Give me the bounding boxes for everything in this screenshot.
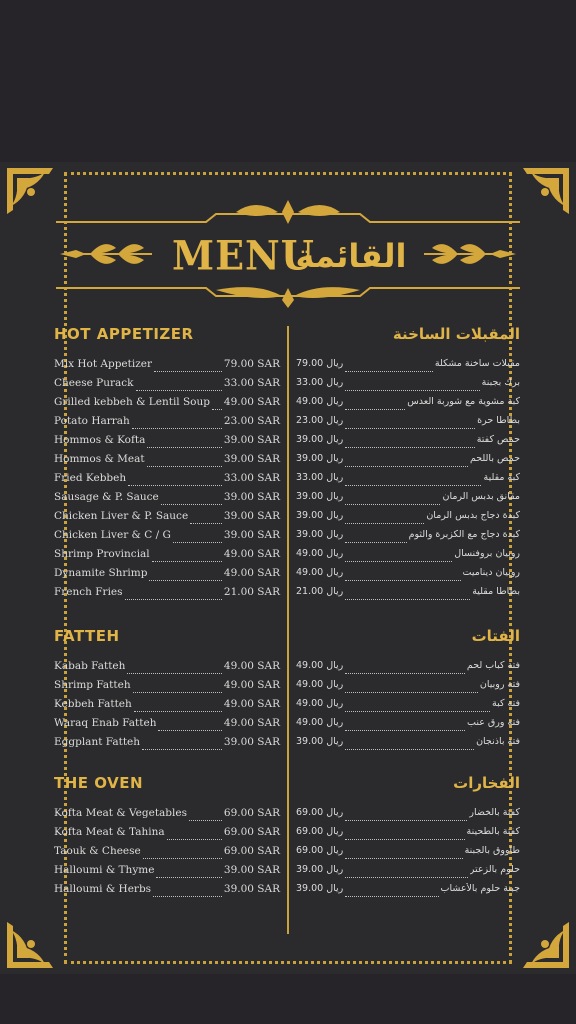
item-price: 69.00 SAR — [223, 845, 280, 857]
menu-item-row-ar — [296, 510, 520, 528]
menu-item-row-ar — [296, 358, 520, 376]
item-price: 39.00 SAR — [223, 510, 280, 522]
item-name: Cheese Purack — [54, 377, 134, 389]
leader-dots — [128, 476, 222, 486]
item-name-ar: مقبلات ساخنة مشكلة — [434, 358, 520, 369]
leader-dots — [158, 721, 221, 731]
menu-item-row-ar — [296, 660, 520, 678]
item-name-ar: جبنة حلوم بالأعشاب — [440, 883, 520, 894]
item-name-ar: بطاطا مقلية — [472, 586, 520, 597]
menu-item-row-ar — [296, 717, 520, 735]
leader-dots — [189, 811, 222, 821]
item-name: Halloumi & Herbs — [54, 883, 152, 895]
leader-dots — [127, 664, 222, 674]
menu-item-row — [54, 660, 280, 678]
item-price: 49.00 SAR — [223, 679, 280, 691]
menu-item-row — [54, 434, 280, 452]
menu-item-row — [54, 698, 280, 716]
item-name: Sausage & P. Sauce — [54, 491, 159, 503]
item-name: Fried Kebbeh — [54, 472, 127, 484]
item-name: Kofta Meat & Vegetables — [54, 807, 187, 819]
menu-item-row — [54, 826, 280, 844]
leader-dots — [345, 830, 464, 840]
leader-dots — [133, 683, 222, 693]
menu-item-row-ar — [296, 807, 520, 825]
item-price: 39.00 SAR — [223, 864, 280, 876]
menu-item-row-ar — [296, 826, 520, 844]
item-price-ar: 21.00 ريال — [296, 586, 344, 597]
leader-dots — [167, 830, 222, 840]
menu-item-row — [54, 529, 280, 547]
section-title-ar: المقبلات الساخنة — [392, 325, 520, 343]
menu-item-row-ar — [296, 679, 520, 697]
item-name-ar: بطاطا حرة — [477, 415, 520, 426]
leader-dots — [345, 419, 475, 429]
menu-title-en: MENU — [172, 231, 315, 280]
item-name: Kofta Meat & Tahina — [54, 826, 165, 838]
item-name: Shrimp Fatteh — [54, 679, 131, 691]
item-name: Kabab Fatteh — [54, 660, 126, 672]
item-name: Chicken Liver & P. Sauce — [54, 510, 189, 522]
menu-item-row — [54, 717, 280, 735]
leader-dots — [345, 457, 468, 467]
item-price: 39.00 SAR — [223, 736, 280, 748]
item-price: 49.00 SAR — [223, 548, 280, 560]
leader-dots — [345, 362, 433, 372]
item-price: 39.00 SAR — [223, 434, 280, 446]
item-price-ar: 49.00 ريال — [296, 679, 344, 690]
menu-item-row — [54, 864, 280, 882]
leader-dots — [345, 514, 424, 524]
item-name-ar: كبة مقلية — [483, 472, 520, 483]
item-price: 69.00 SAR — [223, 826, 280, 838]
item-name-ar: كبة مشوية مع شوربة العدس — [407, 396, 520, 407]
leader-dots — [136, 381, 222, 391]
menu-item-row-ar — [296, 864, 520, 882]
leader-dots — [345, 683, 478, 693]
menu-item-row — [54, 491, 280, 509]
menu-item-row-ar — [296, 396, 520, 414]
menu-item-row-ar — [296, 567, 520, 585]
leader-dots — [161, 495, 222, 505]
leader-dots — [345, 438, 474, 448]
menu-item-row — [54, 510, 280, 528]
item-name-ar: فتة روبيان — [479, 679, 520, 690]
menu-item-row-ar — [296, 529, 520, 547]
item-price-ar: 39.00 ريال — [296, 453, 344, 464]
item-price-ar: 69.00 ريال — [296, 807, 344, 818]
item-price: 49.00 SAR — [223, 567, 280, 579]
leader-dots — [147, 438, 222, 448]
leader-dots — [345, 887, 438, 897]
item-price: 21.00 SAR — [223, 586, 280, 598]
item-price-ar: 49.00 ريال — [296, 567, 344, 578]
leader-dots — [345, 381, 479, 391]
item-price-ar: 69.00 ريال — [296, 845, 344, 856]
item-price: 33.00 SAR — [223, 472, 280, 484]
item-name-ar: روبيان ديناميت — [462, 567, 520, 578]
item-price-ar: 49.00 ريال — [296, 660, 344, 671]
column-divider — [287, 326, 289, 934]
item-name-ar: مقانق بدبس الرمان — [442, 491, 520, 502]
item-price-ar: 49.00 ريال — [296, 698, 344, 709]
item-price-ar: 69.00 ريال — [296, 826, 344, 837]
menu-item-row — [54, 358, 280, 376]
menu-item-row — [54, 679, 280, 697]
item-name-ar: طاووق بالجبنة — [464, 845, 520, 856]
item-price-ar: 33.00 ريال — [296, 377, 344, 388]
item-price: 39.00 SAR — [223, 529, 280, 541]
corner-ornament-icon — [5, 920, 55, 970]
leader-dots — [345, 400, 405, 410]
item-price: 39.00 SAR — [223, 883, 280, 895]
leader-dots — [345, 811, 467, 821]
leader-dots — [345, 476, 481, 486]
item-name-ar: فتة ورق عنب — [467, 717, 520, 728]
leader-dots — [132, 419, 222, 429]
item-name-ar: حمص باللحم — [469, 453, 520, 464]
item-price: 49.00 SAR — [223, 660, 280, 672]
menu-item-row — [54, 883, 280, 901]
item-name: Potato Harrah — [54, 415, 130, 427]
menu-item-row-ar — [296, 472, 520, 490]
menu-item-row — [54, 845, 280, 863]
corner-ornament-icon — [521, 166, 571, 216]
menu-item-row-ar — [296, 491, 520, 509]
item-name-ar: حلوم بالزعتر — [469, 864, 520, 875]
item-name: Eggplant Fatteh — [54, 736, 141, 748]
item-price-ar: 33.00 ريال — [296, 472, 344, 483]
leader-dots — [345, 495, 440, 505]
leader-dots — [125, 590, 222, 600]
item-price-ar: 39.00 ريال — [296, 510, 344, 521]
item-name: Hommos & Meat — [54, 453, 145, 465]
corner-ornament-icon — [521, 920, 571, 970]
menu-item-row-ar — [296, 845, 520, 863]
item-name-ar: فتة باذنجان — [476, 736, 520, 747]
leader-dots — [345, 590, 470, 600]
section-title-en: THE OVEN — [54, 774, 144, 792]
leader-dots — [173, 533, 222, 543]
item-name-ar: كفتة بالخضار — [469, 807, 520, 818]
leader-dots — [345, 702, 490, 712]
item-price: 39.00 SAR — [223, 453, 280, 465]
menu-item-row — [54, 586, 280, 604]
item-name: French Fries — [54, 586, 123, 598]
leader-dots — [153, 887, 222, 897]
item-name: Chicken Liver & C / G — [54, 529, 171, 541]
leader-dots — [142, 740, 222, 750]
section-title-ar: الفتات — [471, 627, 520, 645]
item-name-ar: حمص كفتة — [476, 434, 520, 445]
item-name-ar: كفتة بالطحينة — [466, 826, 520, 837]
leader-dots — [345, 849, 462, 859]
item-price-ar: 49.00 ريال — [296, 396, 344, 407]
menu-item-row-ar — [296, 377, 520, 395]
item-name: Hommos & Kofta — [54, 434, 146, 446]
item-price-ar: 39.00 ريال — [296, 529, 344, 540]
menu-item-row — [54, 453, 280, 471]
leader-dots — [134, 702, 222, 712]
item-name: Kebbeh Fatteh — [54, 698, 132, 710]
menu-item-row — [54, 377, 280, 395]
item-price: 33.00 SAR — [223, 377, 280, 389]
item-name: Dynamite Shrimp — [54, 567, 148, 579]
item-price: 49.00 SAR — [223, 396, 280, 408]
menu-item-row — [54, 807, 280, 825]
menu-item-row — [54, 415, 280, 433]
leader-dots — [345, 721, 465, 731]
menu-item-row-ar — [296, 736, 520, 754]
item-price-ar: 79.00 ريال — [296, 358, 344, 369]
item-name: Halloumi & Thyme — [54, 864, 155, 876]
menu-item-row-ar — [296, 548, 520, 566]
item-name-ar: كبدة دجاج مع الكزبرة والثوم — [408, 529, 520, 540]
item-price-ar: 49.00 ريال — [296, 548, 344, 559]
menu-item-row-ar — [296, 586, 520, 604]
menu-item-row-ar — [296, 698, 520, 716]
item-price-ar: 39.00 ريال — [296, 491, 344, 502]
leader-dots — [143, 849, 222, 859]
item-name: Taouk & Cheese — [54, 845, 141, 857]
item-name-ar: برك بجبنة — [481, 377, 520, 388]
leader-dots — [152, 552, 222, 562]
item-name-ar: فتة كباب لحم — [466, 660, 520, 671]
leader-dots — [345, 552, 452, 562]
leader-dots — [154, 362, 222, 372]
item-price-ar: 23.00 ريال — [296, 415, 344, 426]
item-price: 79.00 SAR — [223, 358, 280, 370]
item-name-ar: فتة كبة — [491, 698, 520, 709]
item-price: 49.00 SAR — [223, 698, 280, 710]
menu-item-row-ar — [296, 453, 520, 471]
item-name-ar: روبيان بروفنسال — [454, 548, 520, 559]
menu-panel — [0, 162, 576, 974]
item-name: Shrimp Provincial — [54, 548, 150, 560]
leader-dots — [156, 868, 221, 878]
item-price-ar: 49.00 ريال — [296, 717, 344, 728]
item-price-ar: 39.00 ريال — [296, 883, 344, 894]
leader-dots — [345, 740, 474, 750]
menu-item-row — [54, 396, 280, 414]
leader-dots — [147, 457, 222, 467]
leader-dots — [345, 571, 460, 581]
section-title-en: FATTEH — [54, 627, 120, 645]
item-price: 39.00 SAR — [223, 491, 280, 503]
menu-item-row-ar — [296, 883, 520, 901]
leader-dots — [345, 868, 467, 878]
item-price: 49.00 SAR — [223, 717, 280, 729]
item-name: Mix Hot Appetizer — [54, 358, 152, 370]
menu-title-ar: القائمة — [295, 237, 407, 275]
section-title-ar: الفخارات — [453, 774, 520, 792]
leader-dots — [190, 514, 222, 524]
menu-item-row — [54, 548, 280, 566]
item-price: 23.00 SAR — [223, 415, 280, 427]
corner-ornament-icon — [5, 166, 55, 216]
section-title-en: HOT APPETIZER — [54, 325, 194, 343]
menu-item-row — [54, 472, 280, 490]
item-price-ar: 39.00 ريال — [296, 736, 344, 747]
leader-dots — [212, 400, 222, 410]
item-name-ar: كبدة دجاج بدبس الرمان — [426, 510, 520, 521]
item-price: 69.00 SAR — [223, 807, 280, 819]
menu-item-row — [54, 567, 280, 585]
leader-dots — [149, 571, 221, 581]
item-name: Grilled kebbeh & Lentil Soup — [54, 396, 210, 408]
leader-dots — [345, 533, 406, 543]
menu-item-row-ar — [296, 434, 520, 452]
leader-dots — [345, 664, 465, 674]
item-name: Waraq Enab Fatteh — [54, 717, 157, 729]
item-price-ar: 39.00 ريال — [296, 434, 344, 445]
menu-item-row — [54, 736, 280, 754]
item-price-ar: 39.00 ريال — [296, 864, 344, 875]
menu-item-row-ar — [296, 415, 520, 433]
